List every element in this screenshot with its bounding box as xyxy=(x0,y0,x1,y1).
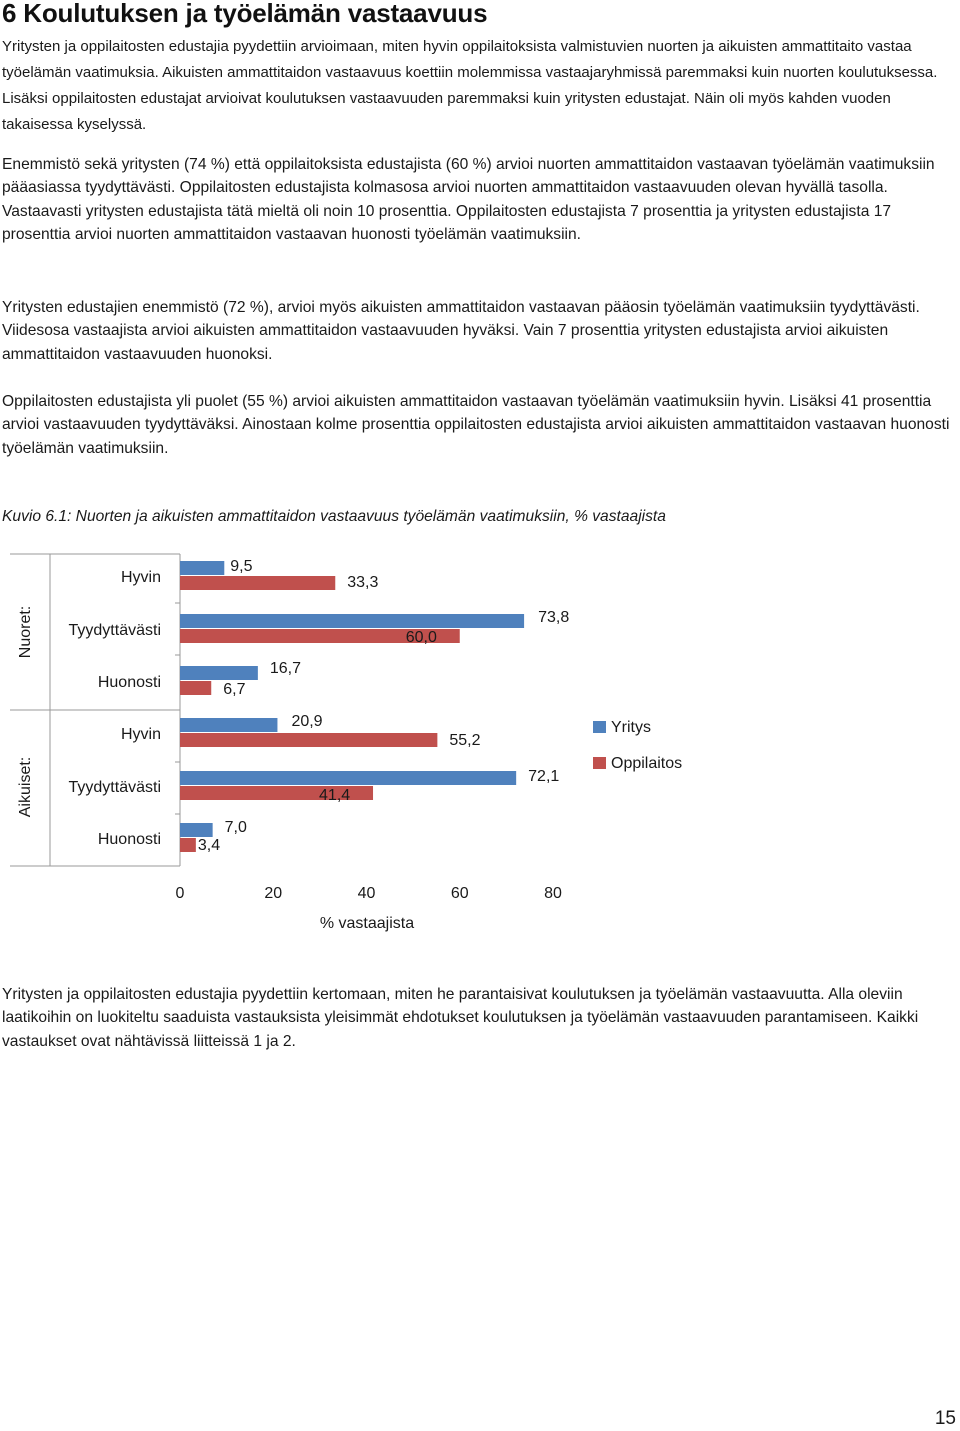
bar-yritys xyxy=(180,718,277,732)
x-tick-label: 0 xyxy=(175,885,185,902)
x-axis-label: % vastaajista xyxy=(319,915,415,932)
data-label: 55,2 xyxy=(449,732,481,749)
category-label: Tyydyttävästi xyxy=(68,622,161,639)
bar-oppilaitos xyxy=(180,733,437,747)
page-number: 15 xyxy=(934,1408,956,1429)
paragraph-4: Yritysten ja oppilaitosten edustajia pyydettiin kertomaan, miten he parantaisivat koulutuksen ja työelämän vastaavuutta. Alla oleviin laatikoihin on luokiteltu saaduista vastauksista yleisimmät ehdotukset koulutuksen ja työelämän vastaavuuden parantamiseen. Kaikki vastaukset ovat nähtävissä liitteissä 1 ja 2. xyxy=(2,986,919,1050)
x-tick-label: 20 xyxy=(264,885,283,902)
category-label: Huonosti xyxy=(97,674,161,691)
bar-chart xyxy=(0,540,960,940)
bar-oppilaitos xyxy=(180,576,335,590)
x-tick-label: 40 xyxy=(357,885,376,902)
group-label: Aikuiset: xyxy=(17,756,34,818)
data-label: 41,4 xyxy=(319,787,351,804)
category-label: Tyydyttävästi xyxy=(68,779,161,796)
data-label: 20,9 xyxy=(291,713,323,730)
data-label: 7,0 xyxy=(224,819,247,836)
page-title: 6 Koulutuksen ja työelämän vastaavuus xyxy=(2,0,488,28)
group-label: Nuoret: xyxy=(17,605,34,659)
data-label: 73,8 xyxy=(538,609,570,626)
legend-label: Yritys xyxy=(611,719,651,736)
bar-yritys xyxy=(180,823,213,837)
data-label: 6,7 xyxy=(223,681,246,698)
data-label: 9,5 xyxy=(230,558,253,575)
figure-chart xyxy=(0,540,960,940)
data-label: 3,4 xyxy=(197,837,221,854)
category-label: Hyvin xyxy=(120,726,161,743)
x-tick-label: 80 xyxy=(544,885,562,902)
figure-caption: Kuvio 6.1: Nuorten ja aikuisten ammattitaidon vastaavuus työelämän vaatimuksiin, % vastaajista xyxy=(2,508,666,525)
paragraph-2: Yritysten edustajien enemmistö (72 %), arvioi myös aikuisten ammattitaidon vastaavan pääosin työelämän vaatimuksiin tyydyttävästi. Viidesosa vastaajista arvioi aikuisten ammattitaidon vastaavuuden hyväksi. Vain 7 prosenttia yritysten edustajista arvioi aikuisten ammattitaidon vastaavuuden huonoksi. xyxy=(2,299,920,363)
bar-oppilaitos xyxy=(180,681,211,695)
legend-swatch xyxy=(593,757,606,769)
intro-paragraph: Yritysten ja oppilaitosten edustajia pyydettiin arvioimaan, miten hyvin oppilaitoksista valmistuvien nuorten ja aikuisten ammattitaito vastaa työelämän vaatimuksia. Aikuisten ammattitaidon vastaavuus koettiin molemmissa vastaajaryhmissä paremmaksi kuin nuorten koulutuksessa. Lisäksi oppilaitosten edustajat arvioivat koulutuksen vastaavuuden paremmaksi kuin yritysten edustajat. Näin oli myös kahden vuoden takaisessa kyselyssä. xyxy=(2,38,938,133)
paragraph-1: Enemmistö sekä yritysten (74 %) että oppilaitoksista edustajista (60 %) arvioi nuorten ammattitaidon vastaavan työelämän vaatimuksiin pääasiassa tyydyttävästi. Oppilaitosten edustajista kolmasosa arvioi nuorten ammattitaidon vastaavuuden olevan hyvällä tasolla. Vastaavasti yritysten edustajista tätä mieltä oli noin 10 prosenttia. Oppilaitosten edustajista 7 prosenttia ja yritysten edustajista 17 prosenttia arvioi nuorten ammattitaidon vastaavan huonosti työelämän vaatimuksiin. xyxy=(2,156,935,244)
data-label: 16,7 xyxy=(269,660,302,677)
legend-swatch xyxy=(593,721,606,733)
data-label: 72,1 xyxy=(528,768,560,785)
category-label: Huonosti xyxy=(97,831,161,848)
bar-yritys xyxy=(180,614,524,628)
data-label: 33,3 xyxy=(347,574,379,591)
legend-label: Oppilaitos xyxy=(611,755,683,772)
data-label: 60,0 xyxy=(405,629,437,646)
bar-oppilaitos xyxy=(180,838,196,852)
bar-yritys xyxy=(180,561,224,575)
bar-yritys xyxy=(180,666,258,680)
x-tick-label: 60 xyxy=(450,885,469,902)
category-label: Hyvin xyxy=(120,569,161,586)
paragraph-3: Oppilaitosten edustajista yli puolet (55 %) arvioi aikuisten ammattitaidon vastaavan työelämän vaatimuksiin hyvin. Lisäksi 41 prosenttia arvioi vastaavuuden tyydyttäväksi. Ainostaan kolme prosenttia oppilaitosten edustajista arvioi aikuisten ammattitaidon vastaavan huonosti työelämän vaatimuksiin. xyxy=(2,393,950,457)
bar-yritys xyxy=(180,771,516,785)
